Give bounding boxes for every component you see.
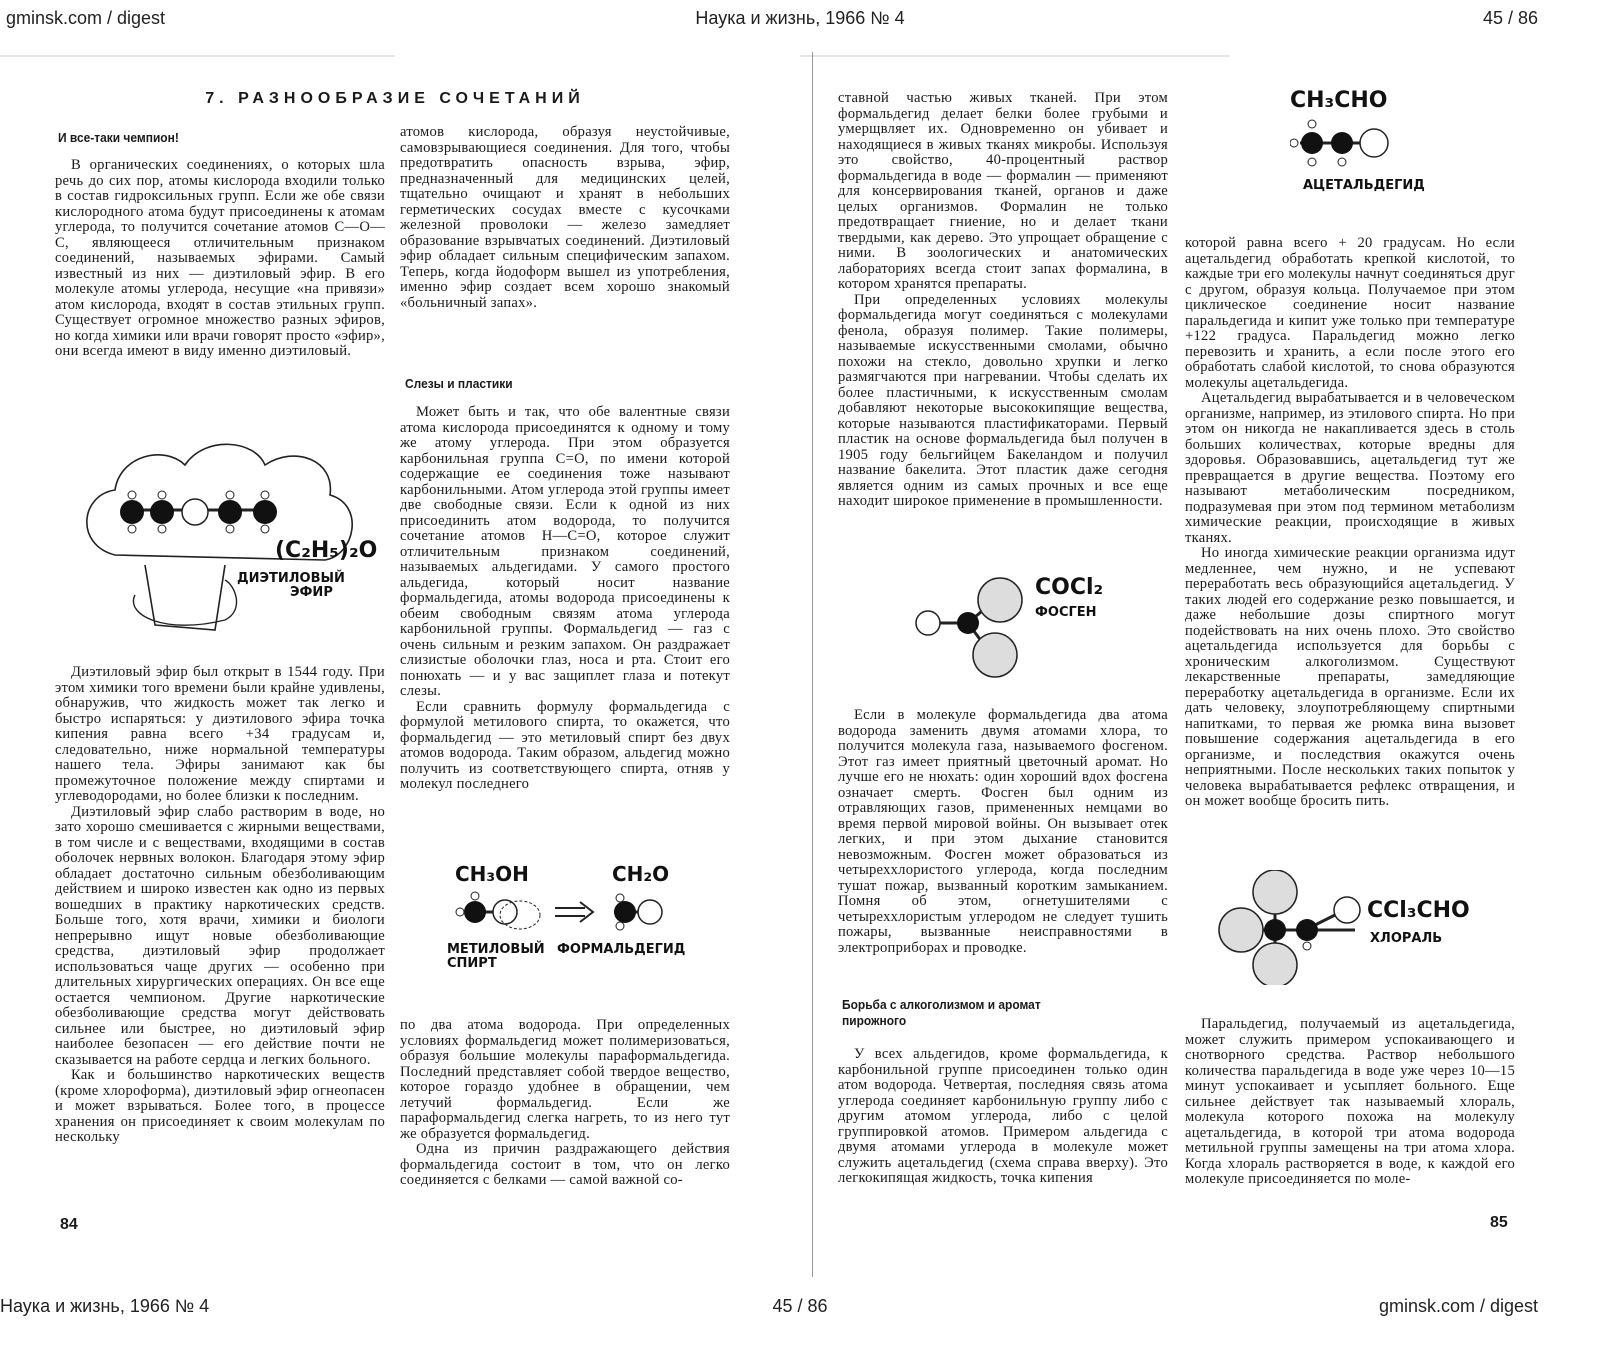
paragraph: В органических соединениях, о которых шла речь до сих пор, атомы кислорода входили только в состав гидроксильных групп. Если же обе связи кислородного атома будут присоединены к атомам углерода, то получится сочетание атомов С—О—С, являющееся отличительным признаком соединений, называемых эфирами. Самый известный из них — диэтиловый эфир. В его молекуле атомы углерода, несущие «на привязи» атом кислорода, входят в состав этильных групп. Существует огромное множество разных эфиров, но когда химики или врачи говорят просто «эфир», они всегда имеют в виду именно диэтиловый. xyxy=(55,157,385,359)
footer-journal: Наука и жизнь, 1966 № 4 xyxy=(0,1296,210,1316)
paragraph: Если сравнить формулу формальдегида с формулой метилового спирта, то окажется, что формальдегид — это метиловый спирт без двух атомов водорода. Таким образом, альдегид можно получить из соответствующего спирта, отняв у молекул последнего xyxy=(400,698,730,792)
page-divider xyxy=(812,52,813,1277)
text-column-1a xyxy=(55,158,385,360)
section-heading: Борьба с алкоголизмом и аромат пирожного xyxy=(842,997,1041,1028)
ether-formula: (C₂H₅)₂O xyxy=(275,538,378,563)
phosgene-name: ФОСГЕН xyxy=(1035,605,1097,620)
methanol-to-formaldehyde-diagram xyxy=(450,890,690,935)
acetaldehyde-formula: CH₃CHO xyxy=(1290,88,1388,113)
methanol-formula: CH₃OH xyxy=(455,862,529,886)
section-heading: И все-таки чемпион! xyxy=(58,130,179,145)
chloral-molecule xyxy=(1215,870,1375,985)
paragraph: которой равна всего + 20 градусам. Но если ацетальдегид обработать крепкой кислотой, то каждые три его молекулы начнут соединяться друг с другом, образуя кольца. Получаемое при этом циклическое соединение носит название паральдегида и кипит уже только при температуре +122 градуса. Паральдегид можно легко перевозить и хранить, а если после этого его обработать слабой кислотой, то снова образуются молекулы ацетальдегида. xyxy=(1185,235,1515,391)
paragraph: Ацетальдегид вырабатывается и в человеческом организме, например, из этилового спирта. Но при этом он никогда не накапливается здесь в столь больших количествах, которые вредны для здоровья. Образовавшись, ацетальдегид тут же превращается в другие вещества. Поэтому его называют метаболическим посредником, подразумевая при этом под термином метаболизм химические реакции, происходящие в живых тканях. xyxy=(1185,390,1515,546)
phosgene-molecule xyxy=(910,575,1040,680)
page-number-left: 84 xyxy=(60,1216,78,1233)
paragraph: Но иногда химические реакции организма идут медленнее, чем нужно, и не успевают переработать весь образующийся ацетальдегид. У таких людей его содержание резко повышается, и даже небольшие дозы спиртного могут подействовать на них очень плохо. Это свойство ацетальдегида используется для борьбы с хроническим алкоголизмом. Существуют лекарственные препараты, замедляющие переработку ацетальдегида в организме. Если их дать человеку, злоупотребляющему спиртными напитками, то первая же рюмка вина вызовет повышение содержания ацетальдегида в его организме, и последствия окажутся очень неприятными. После нескольких таких попыток у человека вырабатывается рефлекс отвращения, и он может вообще бросить пить. xyxy=(1185,545,1515,809)
text-column-1b xyxy=(55,665,385,1146)
chloral-name: ХЛОРАЛЬ xyxy=(1370,931,1443,946)
paragraph: Одна из причин раздражающего действия формальдегида состоит в том, что он легко соединяется с белками — самой важной со- xyxy=(400,1141,730,1188)
paragraph: При определенных условиях молекулы формальдегида могут соединяться с молекулами фенола, образуя полимер. Такие полимеры, называемые искусственными смолами, обычно похожи на стекло, довольно хрупки и легко размягчаются при нагревании. Чтобы сделать их более пластичными, к искусственным смолам добавляют некоторые высококипящие вещества, которые называются пластификаторами. Первый пластик на основе формальдегида был получен в 1905 году бельгийцем Бакеландом и получил название бакелита. Этот пластик даже сегодня является одним из самых прочных и все еще находит широкое применение в промышленности. xyxy=(838,291,1168,509)
paragraph: ставной частью живых тканей. При этом формальдегид делает белки более грубыми и умерщвляет их. Одновременно он убивает и находящиеся в живых тканях микробы. Используя это свойство, 40-процентный раствор формальдегида в воде — формалин — применяют для консервирования тканей, органов и даже целых организмов. Формалин не только предотвращает гниение, но и делает ткани твердыми, как дерево. Это упрощает обращение с ними. В зоологических и анатомических лабораториях всегда стоит запах формалина, в котором хранятся препараты. xyxy=(838,90,1168,292)
chloral-formula: CCl₃CHO xyxy=(1367,898,1470,923)
page-number-right: 85 xyxy=(1490,1214,1508,1231)
diethyl-ether-illustration xyxy=(75,435,395,635)
acetaldehyde-name: АЦЕТАЛЬДЕГИД xyxy=(1303,178,1425,193)
text-column-3c xyxy=(838,1047,1168,1187)
header-page-counter: 45 / 86 xyxy=(1482,8,1538,28)
paragraph: Если в молекуле формальдегида два атома водорода заменить двумя атомами хлора, то получится молекула газа, называемого фосгеном. Этот газ имеет приятный цветочный аромат. Но лучше его не нюхать: один хороший вдох фосгена означает смерть. Фосген был одним из отравляющих газов, примененных немцами во время первой мировой войны. Он вызывает отек легких, и при этом дыхание становится невозможным. Фосген может образоваться из четыреххлористого углерода, когда последним тушат пожар, вызванный коротким замыканием. Помня об этом, огнетушителями с четыреххлористым углеродом не следует тушить пожары, вызванные неисправностями в электроприборах и проводке. xyxy=(838,707,1168,956)
methanol-name: МЕТИЛОВЫЙ xyxy=(447,942,545,957)
paragraph: У всех альдегидов, кроме формальдегида, к карбонильной группе присоединен только один атом водорода. Четвертая, последняя связь атома углерода соединяет карбонильную группу либо с другим атомом углерода, либо с целой группировкой атомов. Примером альдегида с двумя атомами углерода в молекуле может служить ацетальдегид (схема справа вверху). Это легкокипящая жидкость, точка кипения xyxy=(838,1046,1168,1186)
header-journal: Наука и жизнь, 1966 № 4 xyxy=(695,8,905,28)
phosgene-formula: COCl₂ xyxy=(1035,575,1104,600)
ether-name-2: ЭФИР xyxy=(290,585,333,600)
text-column-3b xyxy=(838,708,1168,956)
text-column-4a xyxy=(1185,236,1515,810)
text-column-2a xyxy=(400,125,730,311)
article-title: 7. РАЗНООБРАЗИЕ СОЧЕТАНИЙ xyxy=(205,90,585,107)
paragraph: Диэтиловый эфир был открыт в 1544 году. При этом химики того времени были крайне удивлены, обнаружив, что жидкость может так легко и быстро испаряться: у диэтилового эфира точка кипения равна всего +34 градусам и, следовательно, ниже нормальной температуры нашего тела. Эфиры занимают как бы промежуточное положение между спиртами и углеводородами, но более близки к последним. xyxy=(55,664,385,804)
paragraph: атомов кислорода, образуя неустойчивые, самовзрывающиеся соединения. Для того, чтобы предотвратить опасность взрыва, эфир, предназначенный для медицинских целей, тщательно очищают и хранят в небольших герметических сосудах вместе с кусочками железной проволоки — железо замедляет образование взрывчатых соединений. Диэтиловый эфир обладает сильным специфическим запахом. Теперь, когда йодоформ вышел из употребления, именно эфир создает всем хорошо знакомый «больничный запах». xyxy=(400,124,730,311)
paragraph: по два атома водорода. При определенных условиях формальдегид может полимеризоваться, образуя большие молекулы параформальдегида. Последний представляет собой твердое вещество, которое гораздо удобнее в обращении, чем летучий формальдегид. Если же параформальдегид слегка нагреть, то из него тут же образуется формальдегид. xyxy=(400,1017,730,1142)
text-column-2c xyxy=(400,1018,730,1189)
text-column-2b xyxy=(400,405,730,793)
formaldehyde-formula: CH₂O xyxy=(612,862,670,886)
acetaldehyde-molecule xyxy=(1290,118,1410,168)
paragraph: Паральдегид, получаемый из ацетальдегида, может служить примером успокаивающего и снотворного средства. Раствор небольшого количества паральдегида в воде уже через 10—15 минут успокаивает и усыпляет больного. Еще сильнее действует так называемый хлораль, молекула которого похожа на молекулу ацетальдегида, в которой три атома водорода метильной группы замещены на три атома хлора. Когда хлораль растворяется в воде, к каждой его молекуле присоединяется по моле- xyxy=(1185,1016,1515,1187)
methanol-name-2: СПИРТ xyxy=(447,956,497,971)
header-site: gminsk.com / digest xyxy=(6,8,166,28)
section-heading: Слезы и пластики xyxy=(405,376,513,391)
formaldehyde-name: ФОРМАЛЬДЕГИД xyxy=(557,942,686,957)
top-rule xyxy=(800,55,1230,57)
footer-page-counter: 45 / 86 xyxy=(772,1296,828,1316)
paragraph: Как и большинство наркотических веществ (кроме хлороформа), диэтиловый эфир огнеопасен и может взрываться. Более того, в процессе хранения он присоединяет к своим молекулам по нескольку xyxy=(55,1067,385,1145)
footer-site: gminsk.com / digest xyxy=(1378,1296,1538,1316)
text-column-3a xyxy=(838,91,1168,510)
text-column-4b xyxy=(1185,1017,1515,1188)
paragraph: Диэтиловый эфир слабо растворим в воде, но зато хорошо смешивается с жирными веществами, в том числе и с веществами, входящими в состав оболочек нервных волокон. Благодаря этому эфир обладает достаточно сильным обезболивающим действием и широко известен как одно из первых вошедших в практику наркотических средств. Больше того, хотя врачи, химики и биологи непрерывно ищут новые обезболивающие средства, диэтиловый эфир продолжает использоваться чаще других — особенно при длительных хирургических операциях. Он все еще остается чемпионом. Другие наркотические обезболивающие средства могут действовать сильнее или быстрее, но диэтиловый эфир наиболее безопасен — его действие почти не сказывается на работе сердца и легких больного. xyxy=(55,803,385,1068)
top-rule xyxy=(0,55,395,57)
ether-name: ДИЭТИЛОВЫЙ xyxy=(237,571,345,586)
paragraph: Может быть и так, что обе валентные связи атома кислорода присоединятся к одному и тому же атому углерода. При этом образуется карбонильная группа С=О, по имени которой содержащие ее соединения тоже называют карбонильными. Атом углерода этой группы имеет две свободные связи. Если к одной из них присоединить атом водорода, то получится сочетание атомов Н—С=О, которое служит отличительным признаком соединений, называемых альдегидами. У самого простого альдегида, который носит название формальдегида, атомы водорода присоединены к обеим свободным связям атома углерода карбонильной группы. Формальдегид — газ с очень сильным и резким запахом. Он раздражает слизистые оболочки глаз, носа и рта. Стоит его понюхать — и у вас защиплет глаза и потекут слезы. xyxy=(400,404,730,699)
